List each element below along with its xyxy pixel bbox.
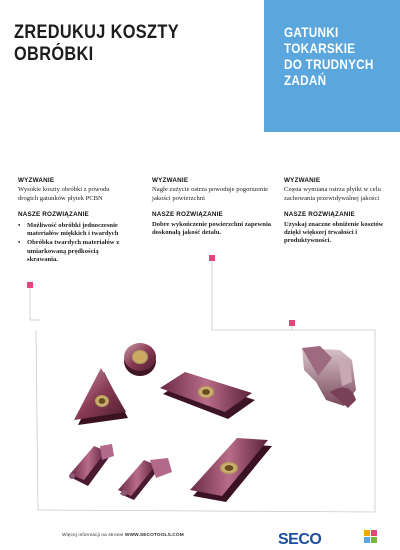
- challenge-heading: WYZWANIE: [284, 177, 321, 184]
- marker-icon: [289, 320, 295, 326]
- footer-url[interactable]: WWW.SECOTOOLS.COM: [124, 533, 184, 538]
- column-3: [284, 177, 384, 246]
- solution-heading: NASZE ROZWIĄZANIE: [18, 211, 89, 219]
- seco-logo: [278, 530, 382, 546]
- banner-line-2: TOKARSKIE: [284, 40, 356, 56]
- solution-item: • Możliwość obróbki jednoczesnie materiałów miękkich i twardych: [18, 222, 130, 239]
- triangle-insert-image: [74, 368, 128, 425]
- challenge-text: Nagłe zużycie ostrza powoduje pogorszenie jakości powierzchni: [152, 186, 269, 202]
- banner-line-1: GATUNKI: [284, 24, 339, 40]
- round-insert-image: [124, 343, 156, 376]
- banner-line-4: ZADAŃ: [284, 72, 327, 88]
- solution-text: Uzyskaj znaczne obniżenie kosztów dzięki większej trwałości i produktywności.: [284, 220, 384, 245]
- category-banner: [264, 0, 400, 132]
- challenge-heading: WYZWANIE: [18, 177, 55, 184]
- footer-note-prefix: Więcej informacji na stronie: [62, 533, 124, 538]
- challenge-text: Częsta wymiana ostrza płytki w celu zachowania przewidywalnej jakości: [284, 186, 381, 202]
- footer-note: [62, 533, 184, 538]
- solution-text: Dobre wykończenie powierzchni zapewnia doskonałą jakość detalu.: [152, 220, 272, 237]
- grooving-insert-image: [302, 346, 356, 408]
- solution-heading: NASZE ROZWIĄZANIE: [284, 211, 355, 219]
- column-2: [152, 177, 272, 237]
- page-title: [14, 22, 244, 66]
- rhombus-insert-image: [160, 372, 255, 419]
- parting-insert-image: [118, 458, 172, 500]
- marker-icon: [27, 282, 33, 288]
- solution-heading: NASZE ROZWIĄZANIE: [152, 211, 223, 219]
- parting-insert-image: [69, 444, 114, 486]
- challenge-text: Wysokie koszty obróbki z powodu drogich gatunków płytek PCBN: [18, 186, 110, 202]
- marker-icon: [209, 255, 215, 261]
- title-line-1: ZREDUKUJ KOSZTY: [14, 22, 179, 43]
- solution-item: • Obróbka twardych materiałów z umiarkowaną prędkością skrawania.: [18, 239, 130, 264]
- challenge-heading: WYZWANIE: [152, 177, 189, 184]
- inserts-illustration: [0, 250, 400, 520]
- large-rhombus-insert-image: [190, 438, 272, 502]
- banner-line-3: DO TRUDNYCH: [284, 56, 374, 72]
- title-line-2: OBRÓBKI: [14, 44, 94, 65]
- svg-text:SECO: SECO: [278, 531, 322, 546]
